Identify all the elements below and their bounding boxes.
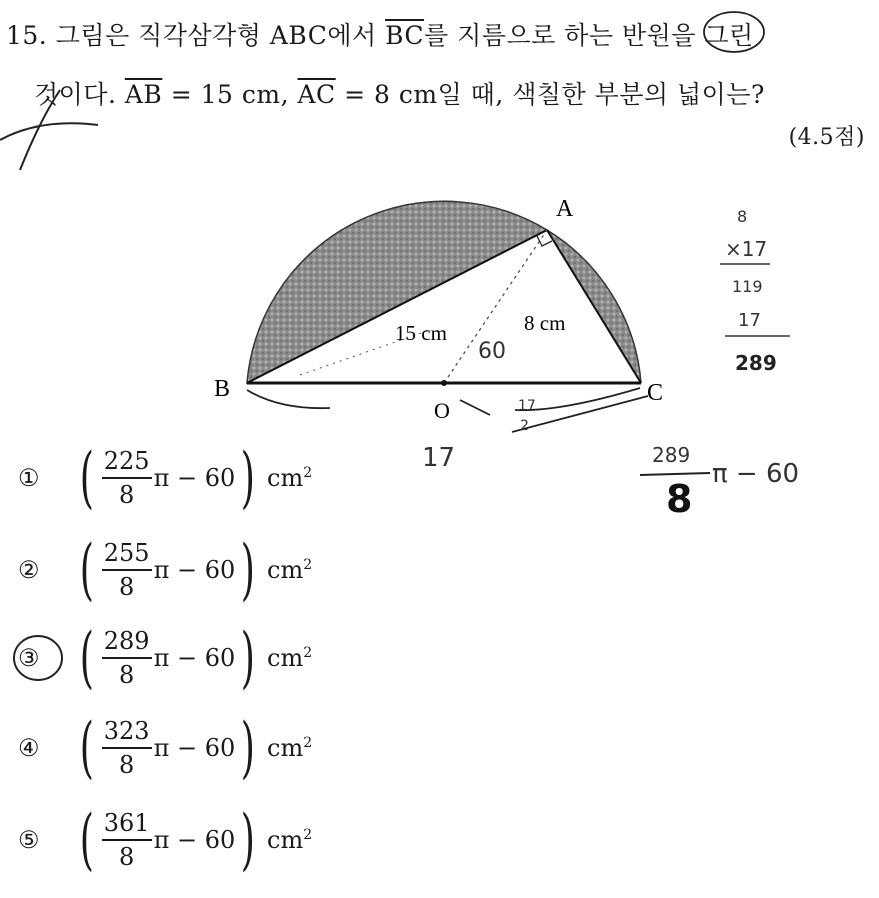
choice-unit: $cm^2$ — [267, 734, 313, 762]
choice-rest: π − 60 — [153, 826, 236, 854]
choice-rest: π − 60 — [153, 734, 236, 762]
points-label: (4.5점) — [788, 125, 865, 150]
choice-unit: $cm^2$ — [267, 556, 313, 584]
choice-marker: ⑤ — [18, 826, 40, 854]
vertex-b: B — [214, 376, 231, 402]
choice-marker: ④ — [18, 734, 40, 762]
fraction: $\frac{361}{8}$ — [103, 809, 150, 871]
segment-bc: $\overline{BC}$ — [385, 21, 425, 50]
choice-unit: $cm^2$ — [267, 644, 313, 672]
choice-marker: ② — [18, 556, 40, 584]
center-point-o — [441, 380, 447, 386]
fraction: $\frac{225}{8}$ — [103, 447, 150, 509]
choice-rest: π − 60 — [153, 556, 236, 584]
vertex-c: C — [647, 380, 664, 406]
choice-unit: $cm^2$ — [267, 464, 313, 492]
handwritten-side-den: 2 — [520, 418, 529, 434]
choice-3[interactable]: ③ ( $\frac{289}{8}$ π − 60 ) $cm^2$ — [18, 619, 313, 696]
choice-rest: π − 60 — [153, 644, 236, 672]
answer-fraction-bar — [640, 473, 710, 475]
ab-value: = 15 cm, — [162, 80, 298, 109]
segment-ab: $\overline{AB}$ — [124, 80, 163, 109]
choice-rest: π − 60 — [153, 464, 236, 492]
answer-numerator: 289 — [652, 443, 691, 467]
fraction: $\frac{255}{8}$ — [103, 539, 150, 601]
ab-length-label: 15 cm — [395, 321, 447, 345]
calc-1: 8 — [737, 207, 748, 226]
question-text-1b: 를 지름으로 하는 반원을 그린 — [424, 21, 754, 50]
handwritten-side-num: 17 — [518, 398, 536, 414]
choice-marker: ① — [18, 464, 40, 492]
fraction: $\frac{289}{8}$ — [103, 627, 150, 689]
choice-unit: $cm^2$ — [267, 826, 313, 854]
side-ac — [547, 230, 641, 383]
choice-2[interactable]: ② ( $\frac{255}{8}$ π − 60 ) $cm^2$ — [18, 531, 313, 608]
calc-4: 17 — [738, 310, 761, 331]
handwritten-17: 17 — [422, 443, 456, 473]
circled-word-mark — [704, 12, 764, 52]
handwritten-60: 60 — [478, 339, 506, 364]
fraction: $\frac{323}{8}$ — [103, 717, 150, 779]
choice-1[interactable]: ① ( $\frac{225}{8}$ π − 60 ) $cm^2$ — [18, 439, 313, 516]
choice-5[interactable]: ⑤ ( $\frac{361}{8}$ π − 60 ) $cm^2$ — [18, 801, 313, 878]
answer-denominator: 8 — [666, 477, 693, 521]
question-text-1a: 그림은 직각삼각형 ABC에서 — [55, 21, 386, 50]
center-label-o: O — [434, 398, 450, 423]
question-text-2a: 것이다. — [34, 80, 125, 109]
question-number: 15. — [6, 21, 48, 50]
calc-3: 119 — [732, 277, 763, 296]
choice-4[interactable]: ④ ( $\frac{323}{8}$ π − 60 ) $cm^2$ — [18, 709, 313, 786]
choice-marker: ③ — [18, 644, 40, 672]
ac-value: = 8 cm일 때, 색칠한 부분의 넓이는? — [335, 80, 765, 109]
answer-rest: π − 60 — [712, 459, 800, 489]
handwritten-arc-left — [247, 390, 330, 408]
calc-2: ×17 — [725, 237, 768, 261]
calc-5: 289 — [735, 351, 777, 375]
ac-length-label: 8 cm — [524, 311, 566, 335]
pencil-stroke — [0, 123, 98, 140]
handwritten-tick — [460, 400, 490, 415]
vertex-a: A — [556, 196, 574, 222]
segment-ac: $\overline{AC}$ — [297, 80, 336, 109]
